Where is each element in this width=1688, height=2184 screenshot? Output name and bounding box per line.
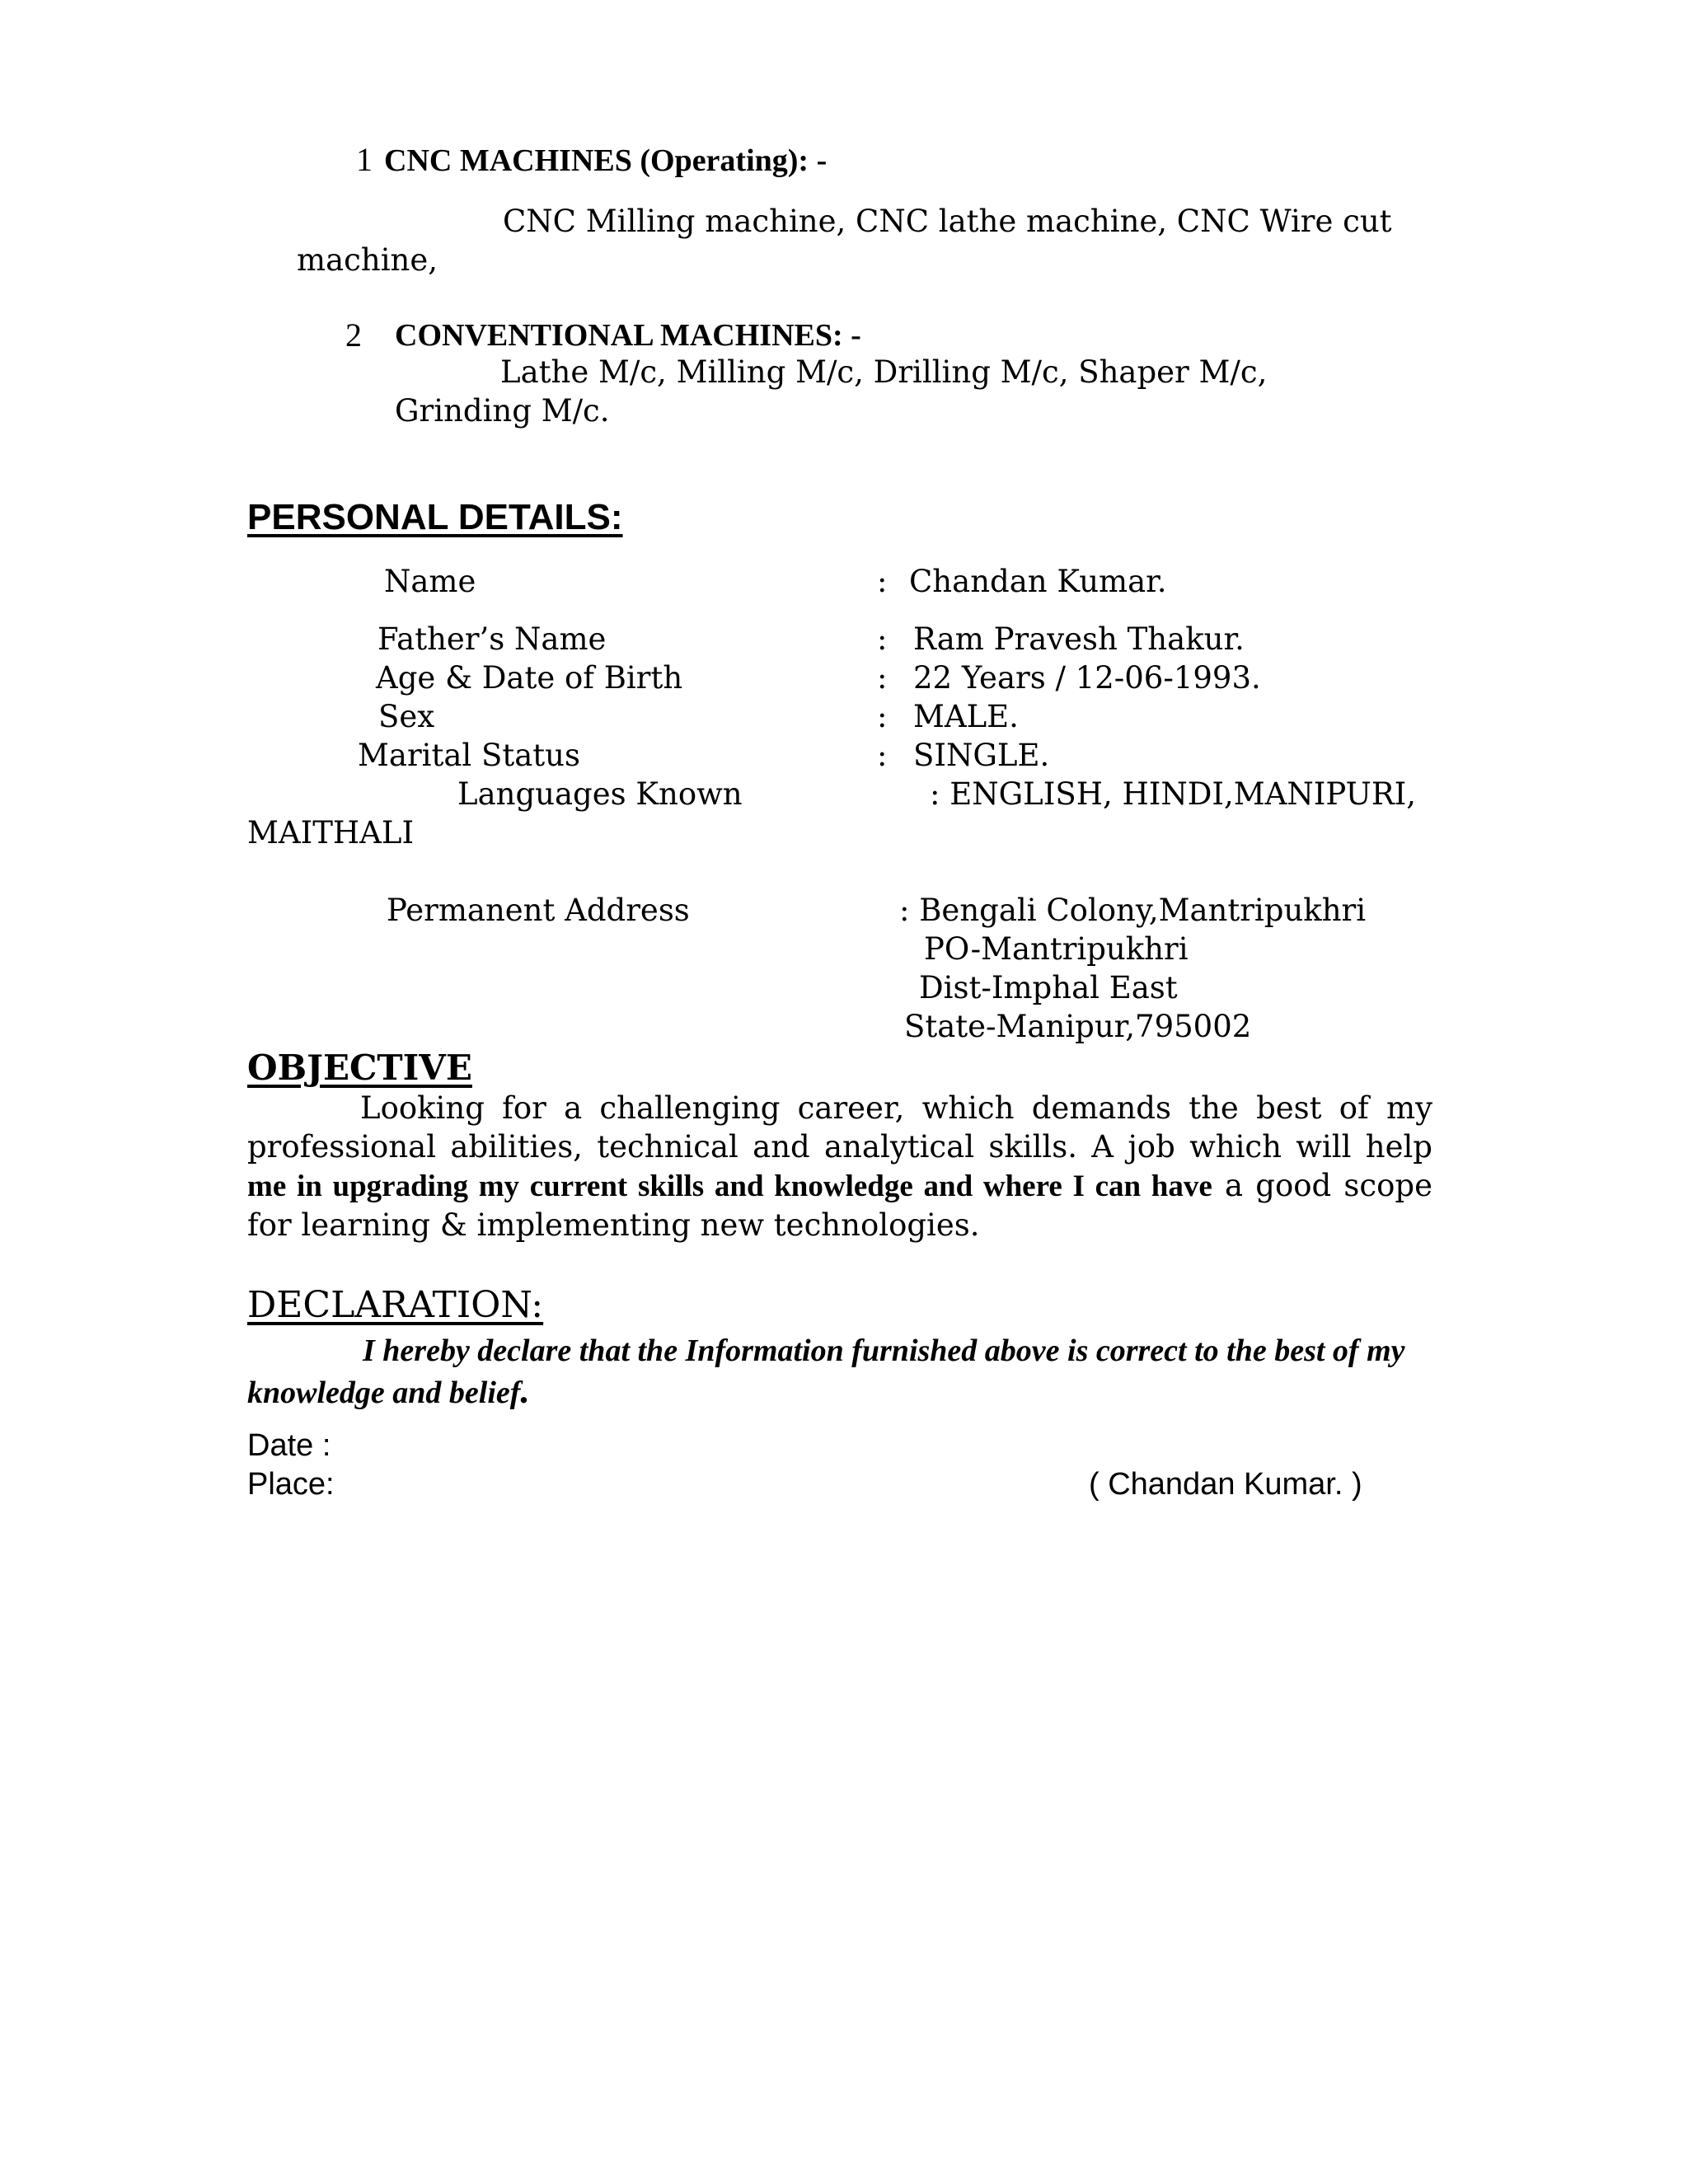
declaration-text: I hereby declare that the Information furnished above is correct to the best of my knowledge and belief [247,1333,1405,1410]
father-name-value: Ram Pravesh Thakur. [913,621,1245,657]
sex-label: Sex [378,699,435,734]
name-label: Name [384,564,476,599]
address-line-4: State-Manipur,795002 [904,1009,1252,1044]
declaration-paragraph [247,1331,1418,1413]
languages-label: Languages Known [457,776,743,812]
languages-continuation: MAITHALI [247,815,415,851]
declaration-heading: DECLARATION: [247,1284,544,1326]
conventional-machines-line-2: Grinding M/c. [395,393,610,429]
signature-name: ( Chandan Kumar. ) [1089,1467,1362,1502]
conventional-heading: CONVENTIONAL MACHINES: - [395,318,861,353]
languages-value: : ENGLISH, HINDI,MANIPURI, [930,776,1417,812]
age-dob-value: 22 Years / 12-06-1993. [913,660,1261,696]
name-separator: : [877,564,888,599]
objective-text: Looking for a challenging career, which demands the best of my professional abilities, technical and analytical skills. A job which will help [247,1090,1432,1165]
marital-status-value: SINGLE. [913,738,1050,773]
father-name-label: Father’s Name [377,621,607,657]
personal-details-heading: PERSONAL DETAILS: [247,497,623,537]
age-dob-label: Age & Date of Birth [376,660,683,696]
address-line-2: PO-Mantripukhri [924,931,1189,967]
cnc-heading: CNC MACHINES (Operating): - [384,143,828,178]
address-line-1: : Bengali Colony,Mantripukhri [899,893,1367,928]
cnc-number: 1 [356,141,373,178]
sex-separator: : [877,699,888,734]
name-value: Chandan Kumar. [909,564,1167,599]
objective-bold-text: me in upgrading my current skills and knowledge and where I can have [247,1169,1212,1203]
father-name-separator: : [877,621,888,657]
marital-status-label: Marital Status [358,738,580,773]
cnc-machines-line-2: machine, [297,242,438,278]
cnc-machines-line-1: CNC Milling machine, CNC lathe machine, CNC Wire cut [503,204,1392,239]
sex-value: MALE. [913,699,1019,734]
address-line-3: Dist-Imphal East [919,970,1178,1005]
marital-status-separator: : [877,738,888,773]
conventional-machines-line-1: Lathe M/c, Milling M/c, Drilling M/c, Shaper M/c, [500,354,1268,390]
place-label: Place: [247,1467,335,1502]
objective-paragraph [247,1089,1432,1244]
date-label: Date : [247,1428,331,1463]
objective-heading: OBJECTIVE [247,1047,472,1088]
conventional-number: 2 [345,316,362,354]
age-dob-separator: : [877,660,888,696]
address-label: Permanent Address [387,893,690,928]
objective-text-end: a good scope for learning & implementing new technologies. [247,1168,1432,1243]
declaration-period: . [520,1369,530,1411]
